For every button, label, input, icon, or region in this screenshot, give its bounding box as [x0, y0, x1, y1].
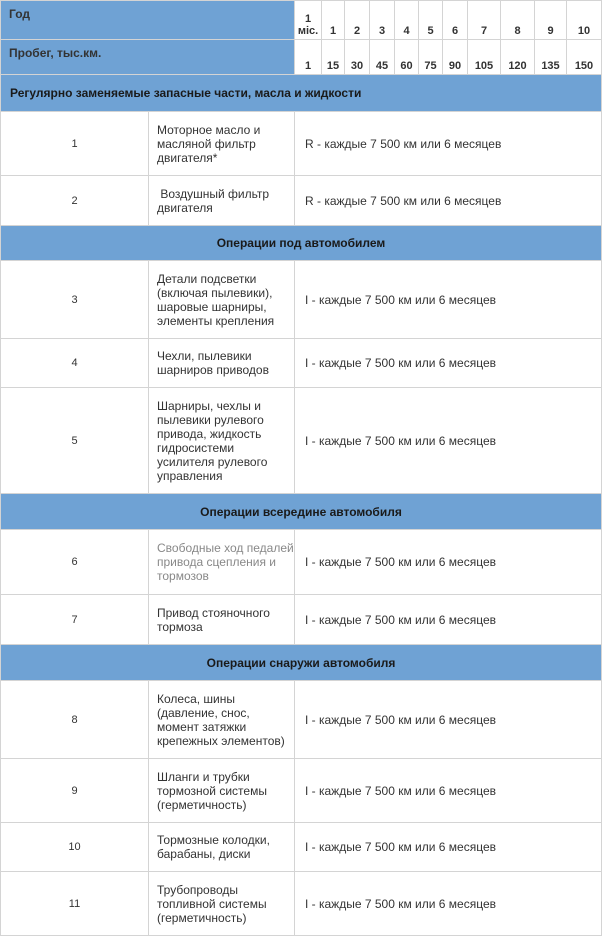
section-title: Регулярно заменяемые запасные части, масла и жидкости	[1, 75, 602, 112]
row-interval: I - каждые 7 500 км или 6 месяцев	[295, 530, 602, 595]
row-item: Моторное масло и масляной фильтр двигателя*	[149, 112, 295, 176]
mileage-cell: 30	[345, 40, 370, 75]
mileage-cell: 15	[322, 40, 345, 75]
row-item: Воздушный фильтр двигателя	[149, 176, 295, 226]
row-number: 6	[1, 530, 149, 595]
row-interval: I - каждые 7 500 км или 6 месяцев	[295, 681, 602, 759]
mileage-cell: 60	[395, 40, 419, 75]
row-number: 9	[1, 759, 149, 823]
table-row	[1, 339, 602, 388]
mileage-label: Пробег, тыс.км.	[1, 40, 295, 75]
year-cell: 3	[370, 1, 395, 40]
row-interval: I - каждые 7 500 км или 6 месяцев	[295, 595, 602, 645]
row-item: Колеса, шины (давление, снос, момент затяжки крепежных элементов)	[149, 681, 295, 759]
section-title: Операции под автомобилем	[1, 226, 602, 261]
year-cell: 5	[419, 1, 443, 40]
year-cell: 2	[345, 1, 370, 40]
mileage-cell: 150	[567, 40, 602, 75]
row-item: Трубопроводы топливной системы (герметичность)	[149, 872, 295, 936]
row-item: Шарниры, чехлы и пылевики рулевого привода, жидкость гидросистеми усилителя рулевого управления	[149, 388, 295, 494]
row-interval: I - каждые 7 500 км или 6 месяцев	[295, 388, 602, 494]
mileage-cell: 120	[501, 40, 535, 75]
mileage-cell: 105	[468, 40, 501, 75]
year-label: Год	[1, 1, 295, 40]
mileage-cell: 90	[443, 40, 468, 75]
year-cell: 6	[443, 1, 468, 40]
row-item: Привод стояночного тормоза	[149, 595, 295, 645]
year-cell: 7	[468, 1, 501, 40]
year-cell: 10	[567, 1, 602, 40]
table-row	[1, 112, 602, 176]
row-number: 10	[1, 823, 149, 872]
row-interval: I - каждые 7 500 км или 6 месяцев	[295, 759, 602, 823]
row-number: 1	[1, 112, 149, 176]
table-row	[1, 681, 602, 759]
row-number: 7	[1, 595, 149, 645]
row-interval: I - каждые 7 500 км или 6 месяцев	[295, 872, 602, 936]
year-cell: 4	[395, 1, 419, 40]
year-cell: 8	[501, 1, 535, 40]
year-cell: 1	[322, 1, 345, 40]
table-row	[1, 823, 602, 872]
row-item: Детали подсветки (включая пылевики), шаровые шарниры, элементы крепления	[149, 261, 295, 339]
section-row	[1, 226, 602, 261]
table-row	[1, 530, 602, 595]
row-interval: I - каждые 7 500 км или 6 месяцев	[295, 823, 602, 872]
mileage-row	[1, 40, 602, 75]
mileage-cell: 1	[295, 40, 322, 75]
table-row	[1, 759, 602, 823]
table-row	[1, 388, 602, 494]
mileage-cell: 135	[535, 40, 567, 75]
row-interval: R - каждые 7 500 км или 6 месяцев	[295, 112, 602, 176]
row-number: 3	[1, 261, 149, 339]
section-title: Операции всередине автомобиля	[1, 494, 602, 530]
row-item: Чехли, пылевики шарниров приводов	[149, 339, 295, 388]
year-cell: 1 міс.	[295, 1, 322, 40]
row-number: 8	[1, 681, 149, 759]
row-item: Свободные ход педалей привода сцепления и тормозов	[149, 530, 295, 595]
row-number: 2	[1, 176, 149, 226]
table-row	[1, 872, 602, 936]
year-row	[1, 1, 602, 40]
row-number: 4	[1, 339, 149, 388]
row-item: Шланги и трубки тормозной системы (герметичность)	[149, 759, 295, 823]
row-item: Тормозные колодки, барабаны, диски	[149, 823, 295, 872]
section-title: Операции снаружи автомобиля	[1, 645, 602, 681]
mileage-cell: 75	[419, 40, 443, 75]
row-interval: I - каждые 7 500 км или 6 месяцев	[295, 339, 602, 388]
section-row	[1, 645, 602, 681]
section-row	[1, 494, 602, 530]
row-number: 11	[1, 872, 149, 936]
table-row	[1, 261, 602, 339]
row-interval: I - каждые 7 500 км или 6 месяцев	[295, 261, 602, 339]
section-row	[1, 75, 602, 112]
row-number: 5	[1, 388, 149, 494]
mileage-cell: 45	[370, 40, 395, 75]
row-interval: R - каждые 7 500 км или 6 месяцев	[295, 176, 602, 226]
table-row	[1, 595, 602, 645]
year-cell: 9	[535, 1, 567, 40]
table-row	[1, 176, 602, 226]
